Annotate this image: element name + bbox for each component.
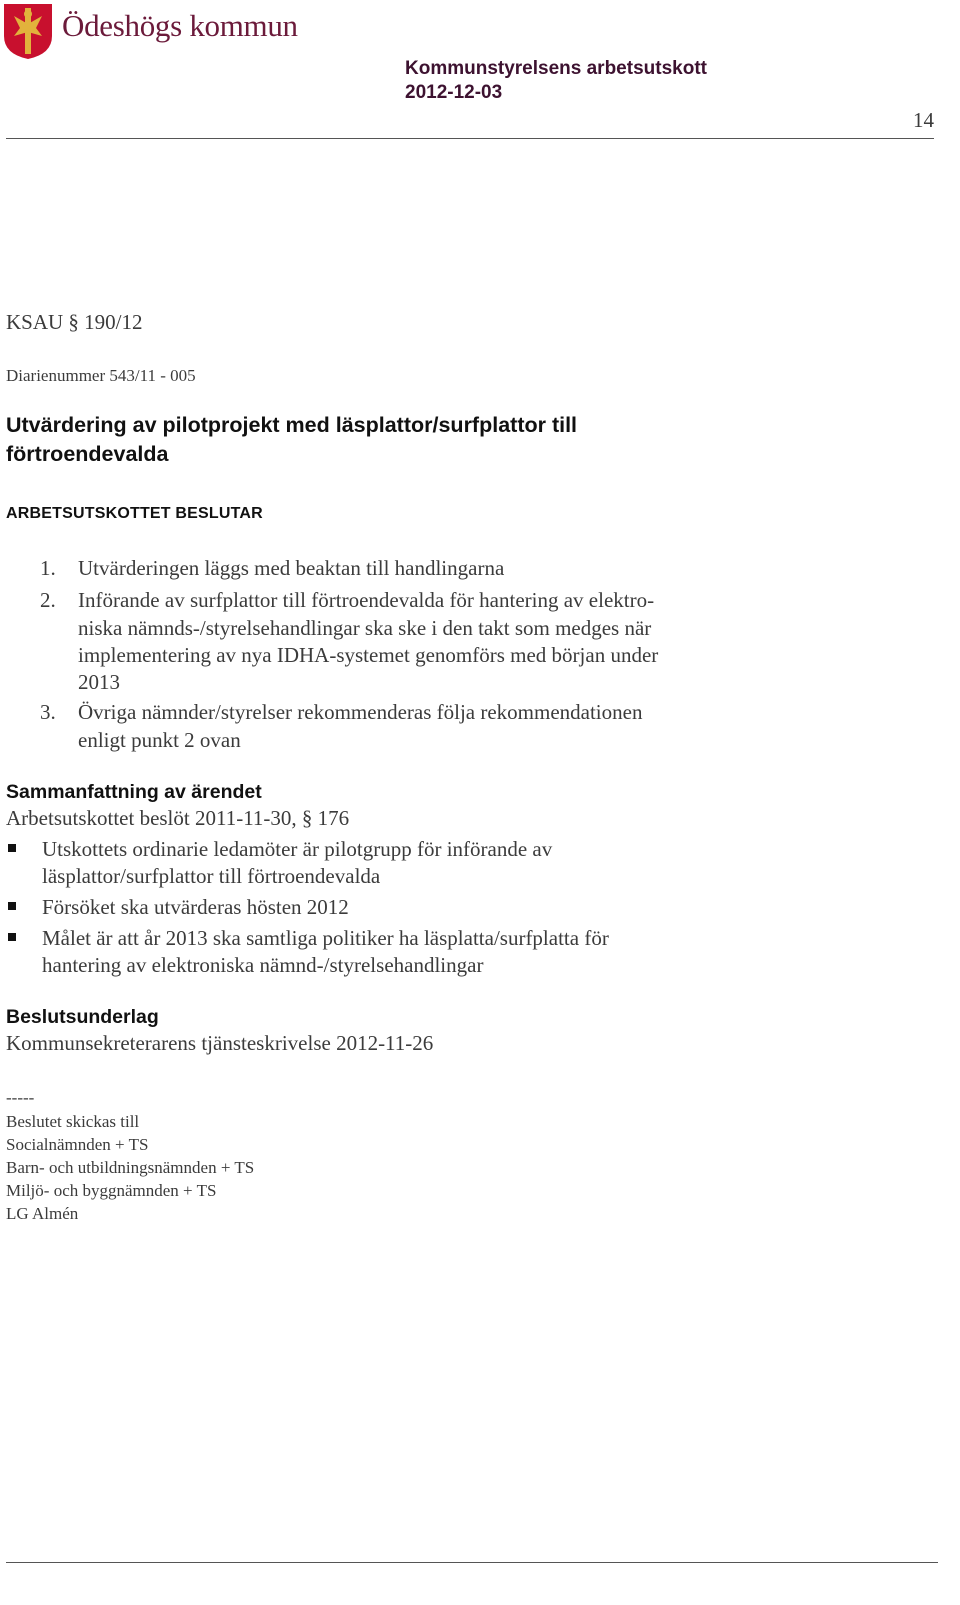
summary-heading: Sammanfattning av ärendet: [6, 781, 262, 803]
footer-rule: [6, 1562, 938, 1563]
decision-heading: ARBETSUTSKOTTET BESLUTAR: [6, 505, 263, 522]
decision-text: implementering av nya IDHA-systemet genomförs med början under: [78, 643, 659, 667]
bullet-marker: [8, 902, 16, 910]
decision-number: 2.: [40, 588, 56, 612]
bullet-marker: [8, 844, 16, 852]
decision-text: niska nämnds-/styrelsehandlingar ska ske i den takt som medges när: [78, 616, 652, 640]
bullet-marker: [8, 933, 16, 941]
diarienummer: Diarienummer 543/11 - 005: [6, 366, 196, 385]
committee-name: Kommunstyrelsens arbetsutskott: [405, 58, 707, 79]
decision-text: Införande av surfplattor till förtroendevalda för hantering av elektro-: [78, 588, 655, 612]
municipality-crest-icon: [2, 2, 54, 60]
header-rule: [6, 138, 934, 139]
basis-heading: Beslutsunderlag: [6, 1006, 159, 1028]
decision-text: Övriga nämnder/styrelser rekommenderas följa rekommendationen: [78, 700, 643, 724]
recipient: Miljö- och byggnämnden + TS: [6, 1181, 217, 1200]
case-title-line1: Utvärdering av pilotprojekt med läsplattor/surfplattor till: [6, 413, 578, 437]
summary-bullet-text: läsplattor/surfplattor till förtroendevalda: [42, 864, 381, 888]
decision-text: enligt punkt 2 ovan: [78, 728, 241, 752]
summary-bullet-text: Utskottets ordinarie ledamöter är pilotgrupp för införande av: [42, 837, 553, 861]
meeting-date: 2012-12-03: [405, 82, 503, 103]
case-id: KSAU § 190/12: [6, 310, 143, 334]
distribution-heading: Beslutet skickas till: [6, 1112, 140, 1131]
summary-intro: Arbetsutskottet beslöt 2011-11-30, § 176: [6, 806, 350, 830]
basis-text: Kommunsekreterarens tjänsteskrivelse 2012-11-26: [6, 1031, 434, 1055]
decision-number: 3.: [40, 700, 56, 724]
municipality-logo-text: Ödeshögs kommun: [62, 8, 298, 43]
recipient: LG Almén: [6, 1204, 79, 1223]
separator: -----: [6, 1088, 35, 1107]
summary-bullet-text: Målet är att år 2013 ska samtliga politiker ha läsplatta/surfplatta för: [42, 926, 609, 950]
decision-text: 2013: [78, 670, 120, 694]
decision-text: Utvärderingen läggs med beaktan till handlingarna: [78, 556, 505, 580]
case-title-line2: förtroendevalda: [6, 442, 169, 466]
summary-bullet-text: hantering av elektroniska nämnd-/styrelsehandlingar: [42, 953, 484, 977]
recipient: Socialnämnden + TS: [6, 1135, 149, 1154]
recipient: Barn- och utbildningsnämnden + TS: [6, 1158, 255, 1177]
decision-number: 1.: [40, 556, 56, 580]
page-number: 14: [913, 108, 934, 132]
summary-bullet-text: Försöket ska utvärderas hösten 2012: [42, 895, 349, 919]
